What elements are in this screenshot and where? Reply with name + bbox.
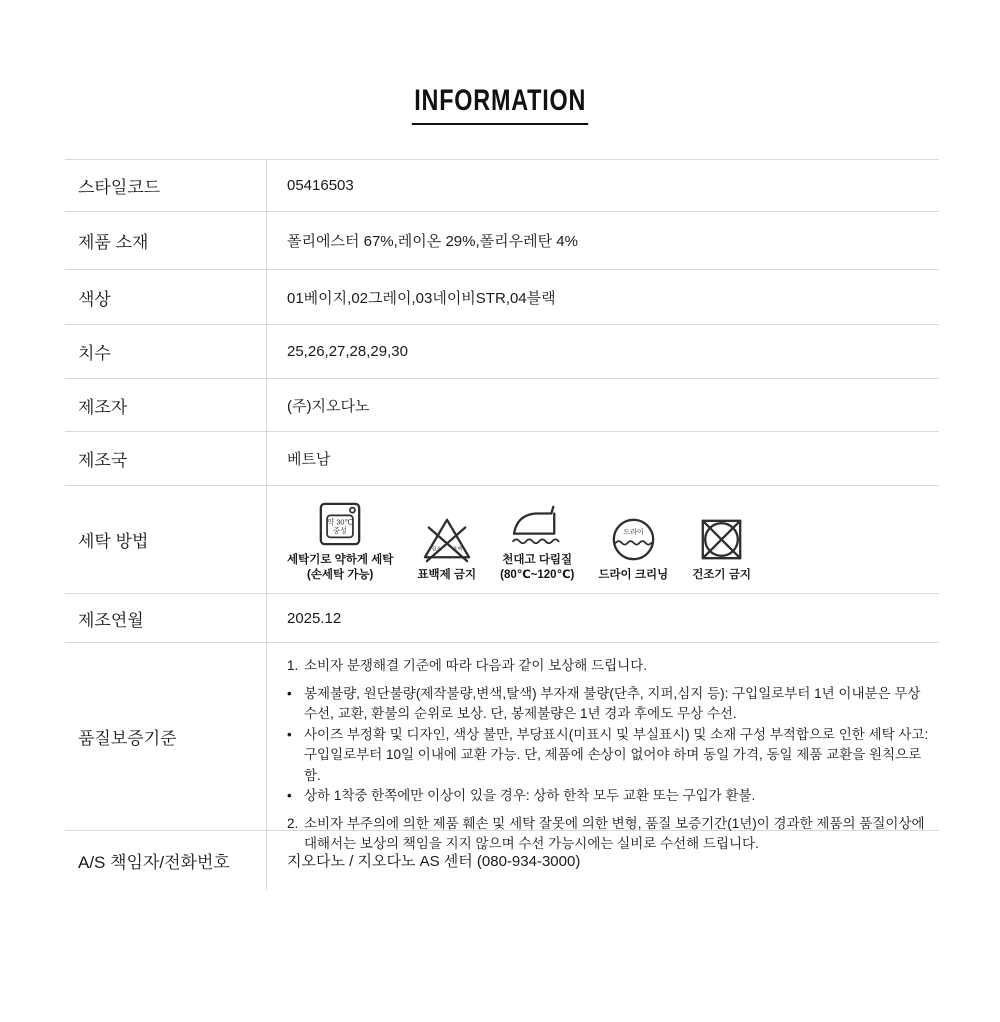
table-row-color	[65, 270, 939, 325]
row-value: 베트남	[287, 451, 331, 468]
care-icon-strip	[287, 496, 751, 583]
row-label: 제조국	[65, 432, 267, 485]
table-row-material	[65, 212, 939, 270]
row-label: 제조자	[65, 379, 267, 431]
row-label: 품질보증기준	[65, 643, 267, 830]
row-value: 05416503	[287, 177, 354, 194]
care-caption: 세탁기로 약하게 세탁 (손세탁 가능)	[287, 554, 394, 581]
table-row-style-code	[65, 160, 939, 212]
dry-clean-icon	[610, 511, 657, 563]
page-header	[0, 84, 1000, 124]
svg-text:중성: 중성	[333, 526, 348, 536]
row-label: A/S 책임자/전화번호	[65, 831, 267, 890]
warranty-item: • 상하 1착중 한쪽에만 이상이 있을 경우: 상하 한착 모두 교환 또는 구입가 환불.	[287, 788, 756, 804]
table-row-care	[65, 486, 939, 594]
svg-text:표백: 표백	[452, 546, 463, 553]
warranty-item: • 봉제불량, 원단불량(제작불량,변색,탈색) 부자재 불량(단추, 지퍼,심지 등): 구입일로부터 1년 이내분은 무상수선, 교환, 환불의 순위로 보상. 단, 봉제불량은 1년 경과 후에도 무상 수선.	[287, 685, 921, 722]
svg-text:드라이: 드라이	[623, 528, 644, 537]
care-instructions	[267, 486, 939, 593]
table-row-manufacturer	[65, 379, 939, 432]
table-row-date	[65, 594, 939, 643]
svg-text:염소: 염소	[431, 546, 442, 553]
row-label: 제품 소재	[65, 212, 267, 269]
warranty-terms	[267, 643, 939, 852]
warranty-item: • 사이즈 부정확 및 디자인, 색상 불만, 부당표시(미표시 및 부실표시) 및 소재 구성 부적합으로 인한 세탁 사고: 구입일로부터 10일 이내에 교환 가능. 단, 제품에 손상이 없어야 하며 동일 가격, 동일 제품 교환을 원칙으로 함.	[287, 726, 929, 783]
product-info-table	[65, 159, 939, 890]
row-value: 폴리에스터 67%,레이온 29%,폴리우레탄 4%	[287, 233, 578, 250]
care-caption: 표백제 금지	[417, 569, 477, 581]
row-value: 지오다노 / 지오다노 AS 센터 (080-934-3000)	[287, 853, 581, 870]
page-title: INFORMATION	[412, 84, 589, 125]
care-caption: 드라이 크리닝	[598, 569, 669, 581]
iron-icon	[509, 496, 565, 548]
table-row-country	[65, 432, 939, 486]
row-value: 25,26,27,28,29,30	[287, 343, 408, 360]
no-bleach-icon	[420, 511, 474, 563]
row-label: 제조연월	[65, 594, 267, 642]
table-row-as-contact	[65, 831, 939, 890]
table-row-size	[65, 325, 939, 379]
svg-text:약 30℃: 약 30℃	[327, 517, 353, 527]
warranty-item: 1. 소비자 분쟁해결 기준에 따라 다음과 같이 보상해 드립니다.	[287, 658, 647, 673]
row-value: 01베이지,02그레이,03네이비STR,04블랙	[287, 289, 556, 307]
care-item-dry-clean	[598, 511, 668, 583]
no-dryer-icon	[698, 511, 745, 563]
row-label: 스타일코드	[65, 160, 267, 211]
row-label: 세탁 방법	[65, 486, 267, 593]
care-item-no-bleach	[417, 511, 476, 583]
care-item-no-dryer	[692, 511, 751, 583]
row-value: (주)지오다노	[287, 397, 370, 415]
care-caption: 천대고 다림질 (80℃~120℃)	[500, 554, 575, 581]
warranty-item: 2. 소비자 부주의에 의한 제품 훼손 및 세탁 잘못에 의한 변형, 품질 보증기간(1년)이 경과한 제품의 품질이상에 대해서는 보상의 책임을 지지 않으며 수선 가능시에는 실비로 수선해 드립니다.	[287, 815, 925, 852]
row-value: 2025.12	[287, 609, 342, 627]
row-label: 색상	[65, 270, 267, 324]
table-row-warranty	[65, 643, 939, 852]
care-caption: 건조기 금지	[692, 569, 751, 581]
row-label: 치수	[65, 325, 267, 378]
machine-wash-icon	[317, 496, 363, 548]
care-item-iron	[500, 496, 574, 583]
care-item-machine-wash	[287, 496, 393, 583]
